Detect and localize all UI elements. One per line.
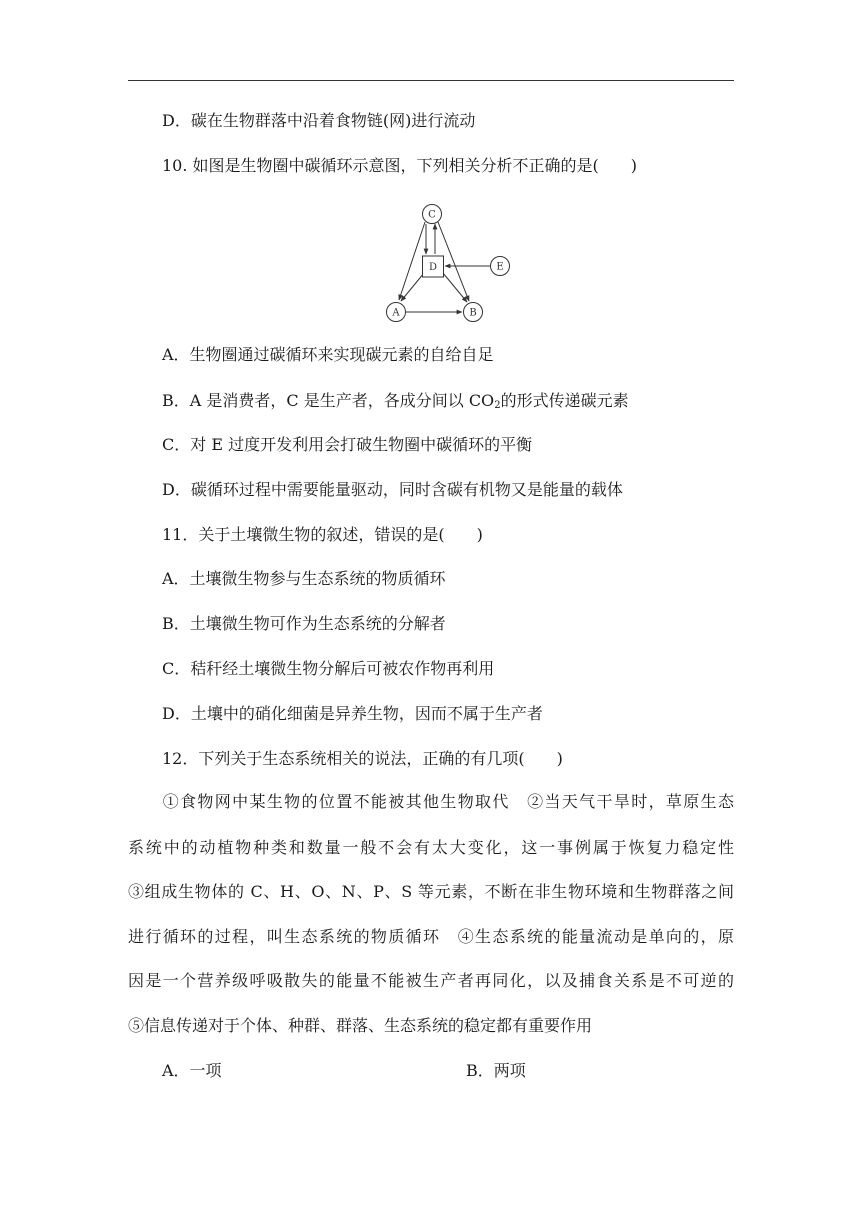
node-d-label: D [428,262,438,273]
q11-option-a: A．土壤微生物参与生态系统的物质循环 [162,569,446,588]
q12-option-a: A．一项 [162,1061,222,1080]
q10-option-d: D．碳循环过程中需要能量驱动，同时含碳有机物又是能量的载体 [162,480,623,499]
q12-paragraph-line: 因是一个营养级呼吸散失的能量不能被生产者再同化，以及捕食关系是不可逆的 [128,971,734,990]
q11-option-d: D．土壤中的硝化细菌是异养生物，因而不属于生产者 [162,704,543,723]
subscript-2: 2 [494,400,501,411]
q10-option-c: C．对 E 过度开发利用会打破生物圈中碳循环的平衡 [162,435,533,454]
q10-option-b-text-end: 的形式传递碳元素 [500,391,629,410]
q12-paragraph-line: ①食物网中某生物的位置不能被其他生物取代 ②当天气干旱时，草原生态 [128,792,734,811]
q12-paragraph-line: ③组成生物体的 C、H、O、N、P、S 等元素，不断在非生物环境和生物群落之间 [128,882,734,901]
arrow-d-to-a [401,273,424,301]
node-a-label: A [392,307,400,319]
q11-stem: 11．关于土壤微生物的叙述，错误的是( ) [162,525,483,544]
header-rule [128,80,734,81]
q12-paragraph-line: ⑤信息传递对于个体、种群、群落、生态系统的稳定都有重要作用 [128,1016,593,1035]
q9-option-d: D．碳在生物群落中沿着食物链(网)进行流动 [162,111,476,130]
q11-option-b: B．土壤微生物可作为生态系统的分解者 [162,614,446,633]
node-b-label: B [469,307,477,319]
node-c-label: C [428,209,436,221]
q10-option-b-text: B．A 是消费者，C 是生产者，各成分间以 CO [162,391,495,410]
q11-option-c: C．秸秆经土壤微生物分解后可被农作物再利用 [162,659,495,678]
carbon-cycle-diagram [378,198,514,326]
q10-stem: 10. 如图是生物圈中碳循环示意图，下列相关分析不正确的是( ) [162,156,638,175]
q10-option-b [162,390,629,417]
q12-paragraph-line: 系统中的动植物种类和数量一般不会有太大变化，这一事例属于恢复力稳定性 [128,838,734,857]
q12-option-b: B．两项 [466,1061,526,1080]
q12-stem: 12．下列关于生态系统相关的说法，正确的有几项( ) [162,749,563,768]
node-e-label: E [496,261,504,273]
q12-paragraph-line: 进行循环的过程，叫生态系统的物质循环 ④生态系统的能量流动是单向的，原 [128,927,734,946]
q10-option-a: A．生物圈通过碳循环来实现碳元素的自给自足 [162,345,494,364]
